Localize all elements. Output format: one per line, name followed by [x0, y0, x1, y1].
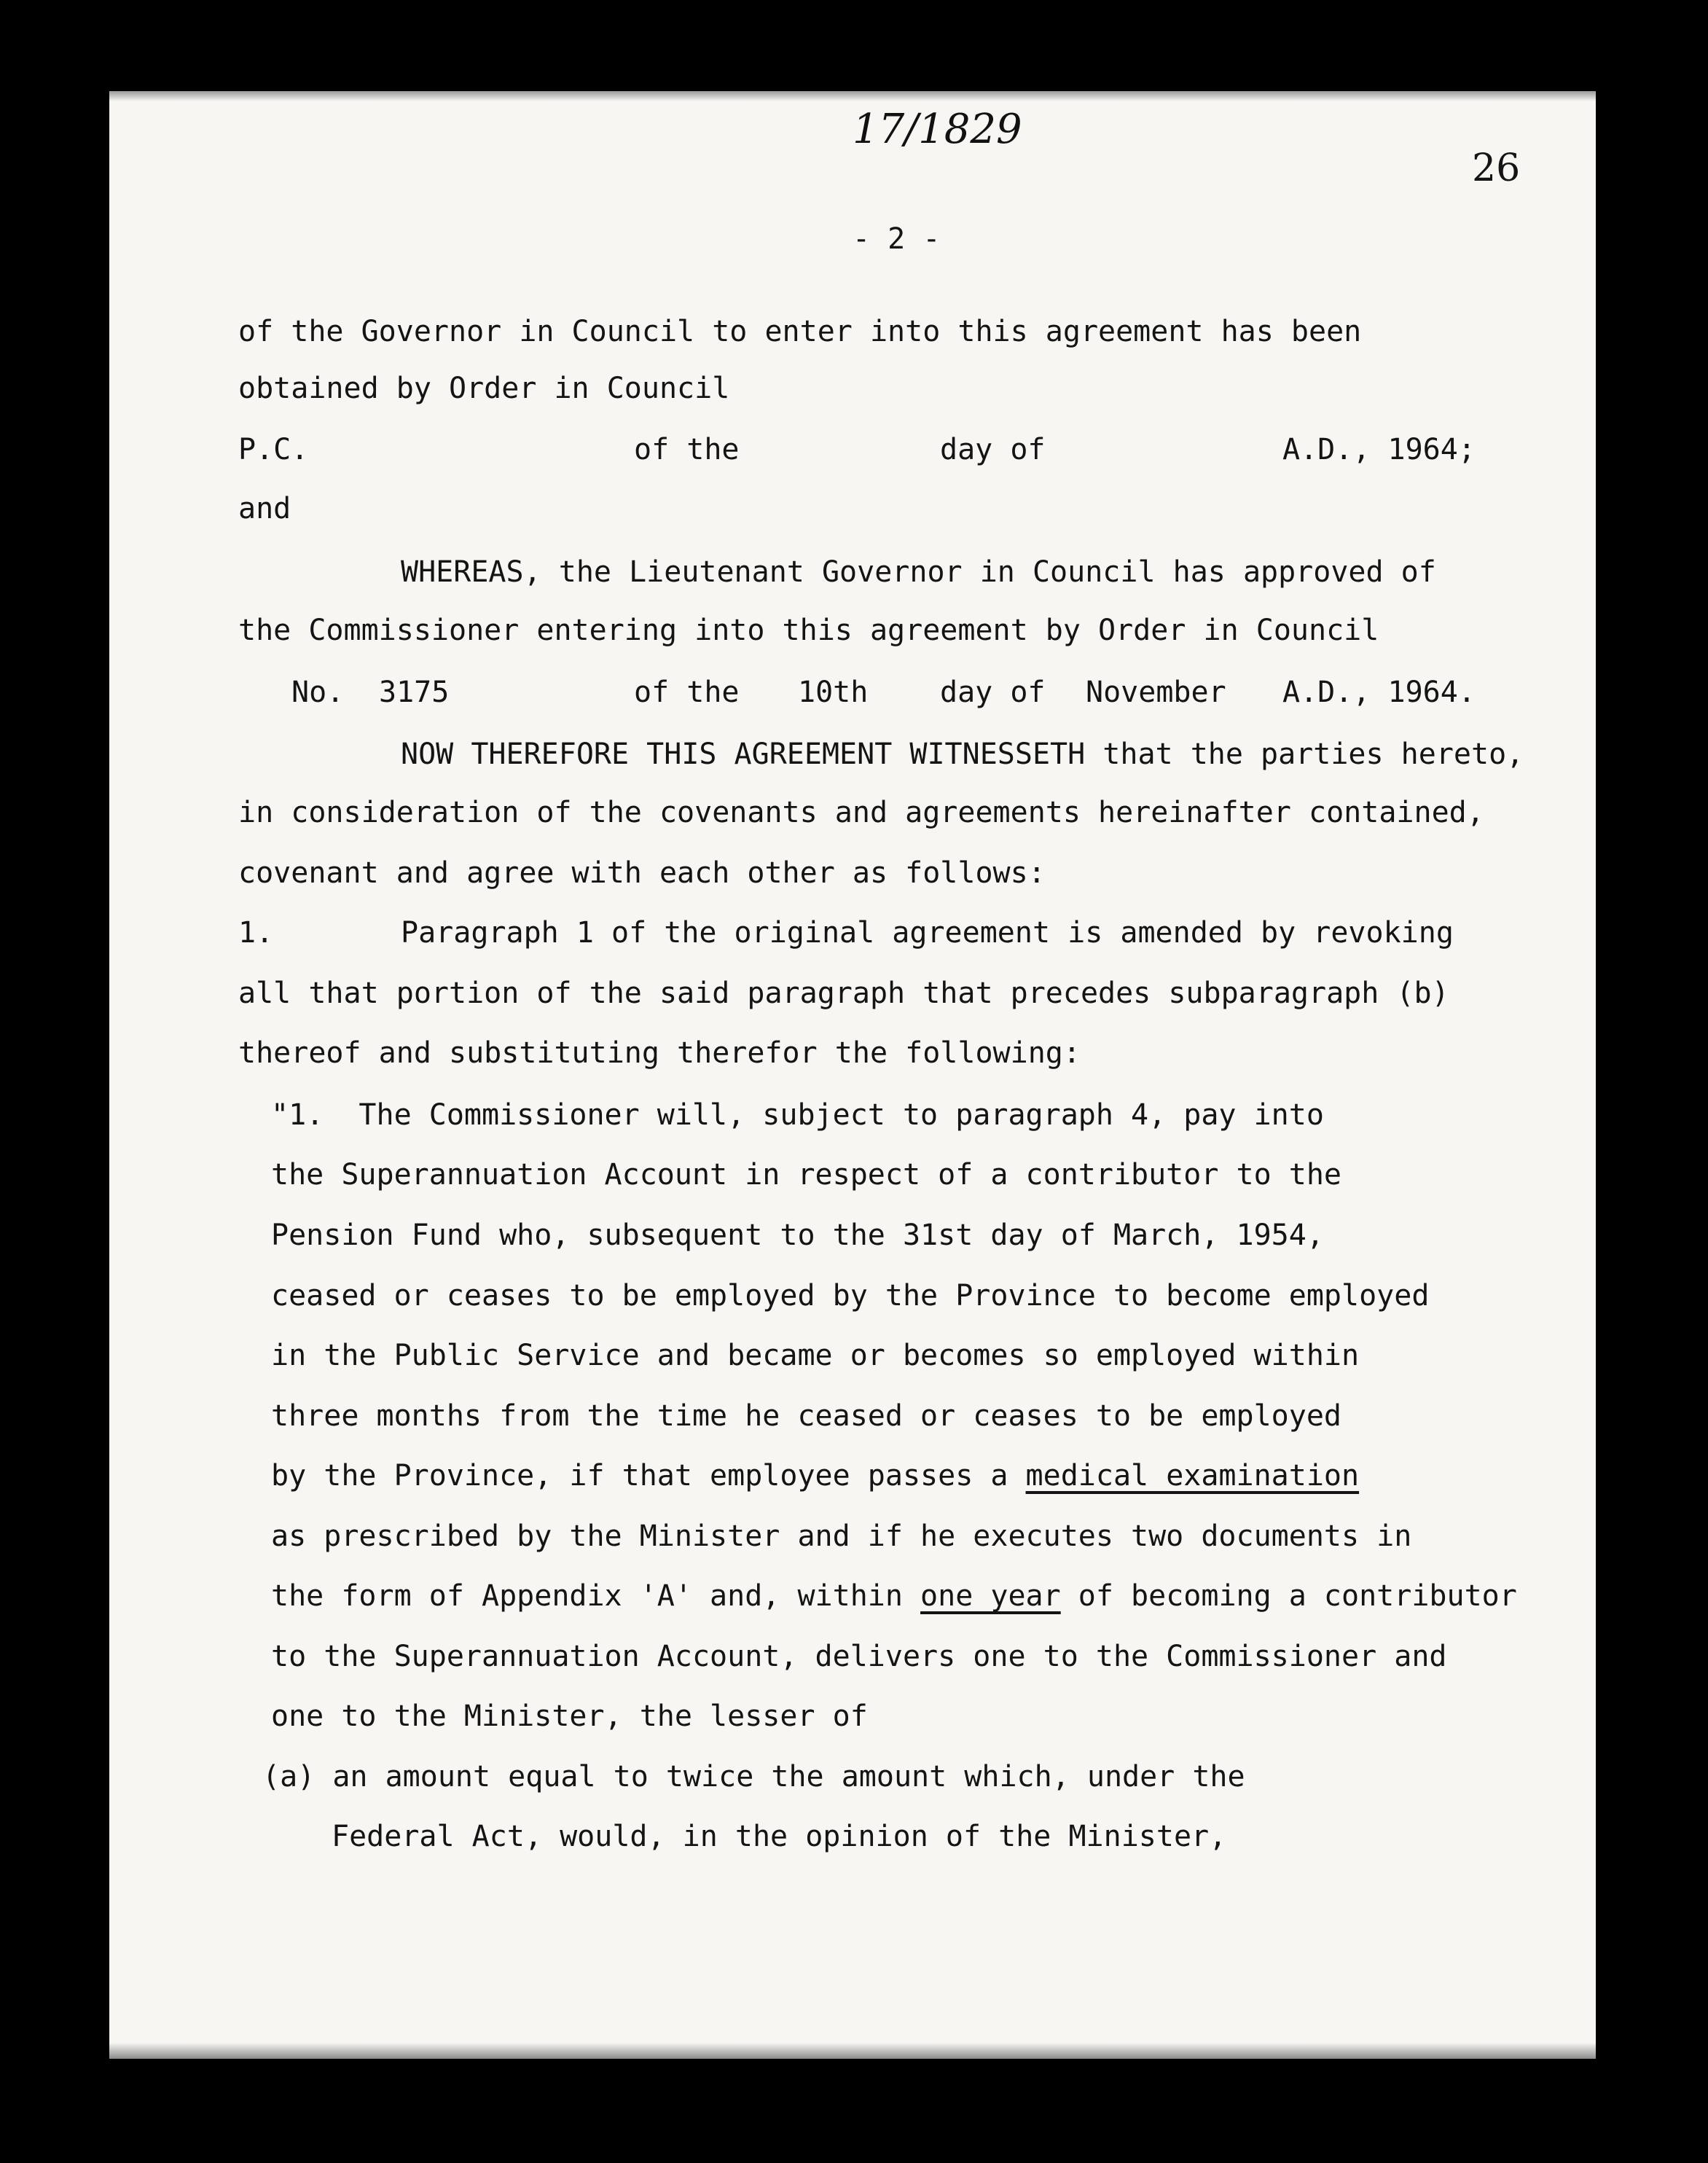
scan-edge-top — [109, 91, 1596, 101]
subclause-a: (a) an amount equal to twice the amount which, under the — [262, 1760, 1245, 1794]
pc-day-of: day of — [940, 433, 1046, 466]
quoted-line: the Superannuation Account in respect of a contributor to the — [271, 1158, 1342, 1192]
handwritten-file-number: 17/1829 — [853, 106, 1022, 153]
paragraph-number: 1. — [238, 916, 274, 950]
text-line: of the Governor in Council to enter into this agreement has been — [238, 315, 1362, 348]
quoted-line — [271, 1581, 1517, 1611]
quoted-line: one to the Minister, the lesser of — [271, 1700, 868, 1733]
quoted-line — [271, 1459, 1360, 1493]
pc-of-the: of the — [634, 433, 740, 466]
quoted-line: Pension Fund who, subsequent to the 31st day of March, 1954, — [271, 1219, 1324, 1252]
order-day-of: day of — [940, 676, 1046, 709]
quoted-line-text: the form of Appendix 'A' and, within — [271, 1579, 921, 1613]
text-line: and — [238, 492, 291, 525]
underlined-medical-examination: medical examination — [1025, 1459, 1360, 1493]
order-month: November — [1086, 676, 1226, 709]
text-line: WHEREAS, the Lieutenant Governor in Council has approved of — [401, 555, 1436, 589]
quoted-line-text: of becoming a contributor — [1060, 1579, 1517, 1613]
quoted-line: in the Public Service and became or becomes so employed within — [271, 1339, 1360, 1372]
quoted-line: to the Superannuation Account, delivers one to the Commissioner and — [271, 1640, 1447, 1673]
text-line: thereof and substituting therefor the following: — [238, 1036, 1081, 1070]
text-line: NOW THEREFORE THIS AGREEMENT WITNESSETH that the parties hereto, — [401, 738, 1524, 771]
quoted-line: three months from the time he ceased or ceases to be employed — [271, 1399, 1342, 1433]
text-line: all that portion of the said paragraph that precedes subparagraph (b) — [238, 977, 1449, 1010]
quoted-line: as prescribed by the Minister and if he executes two documents in — [271, 1519, 1412, 1553]
order-number: 3175 — [379, 676, 450, 709]
order-day: 10th — [798, 676, 869, 709]
pc-label: P.C. — [238, 433, 309, 466]
order-no-label: No. — [291, 676, 345, 709]
subclause-a-cont: Federal Act, would, in the opinion of the Minister, — [332, 1820, 1227, 1853]
page-number-stamp: 26 — [1472, 146, 1521, 190]
order-ad: A.D., 1964. — [1282, 676, 1476, 709]
underlined-one-year: one year — [920, 1579, 1061, 1613]
pc-ad: A.D., 1964; — [1282, 433, 1476, 466]
scan-edge-bottom — [109, 2043, 1596, 2059]
text-line: the Commissioner entering into this agreement by Order in Council — [238, 614, 1379, 647]
quoted-line: ceased or ceases to be employed by the Province to become employed — [271, 1279, 1430, 1313]
text-line: covenant and agree with each other as follows: — [238, 856, 1046, 890]
text-line: Paragraph 1 of the original agreement is amended by revoking — [401, 916, 1454, 950]
order-of-the: of the — [634, 676, 740, 709]
document-page — [109, 91, 1596, 2059]
quoted-line-text: by the Province, if that employee passes a — [271, 1459, 1026, 1493]
text-line: in consideration of the covenants and agreements hereinafter contained, — [238, 796, 1484, 829]
quoted-line: "1. The Commissioner will, subject to paragraph 4, pay into — [271, 1098, 1324, 1132]
text-line: obtained by Order in Council — [238, 372, 730, 405]
page-label: - 2 - — [853, 222, 941, 256]
